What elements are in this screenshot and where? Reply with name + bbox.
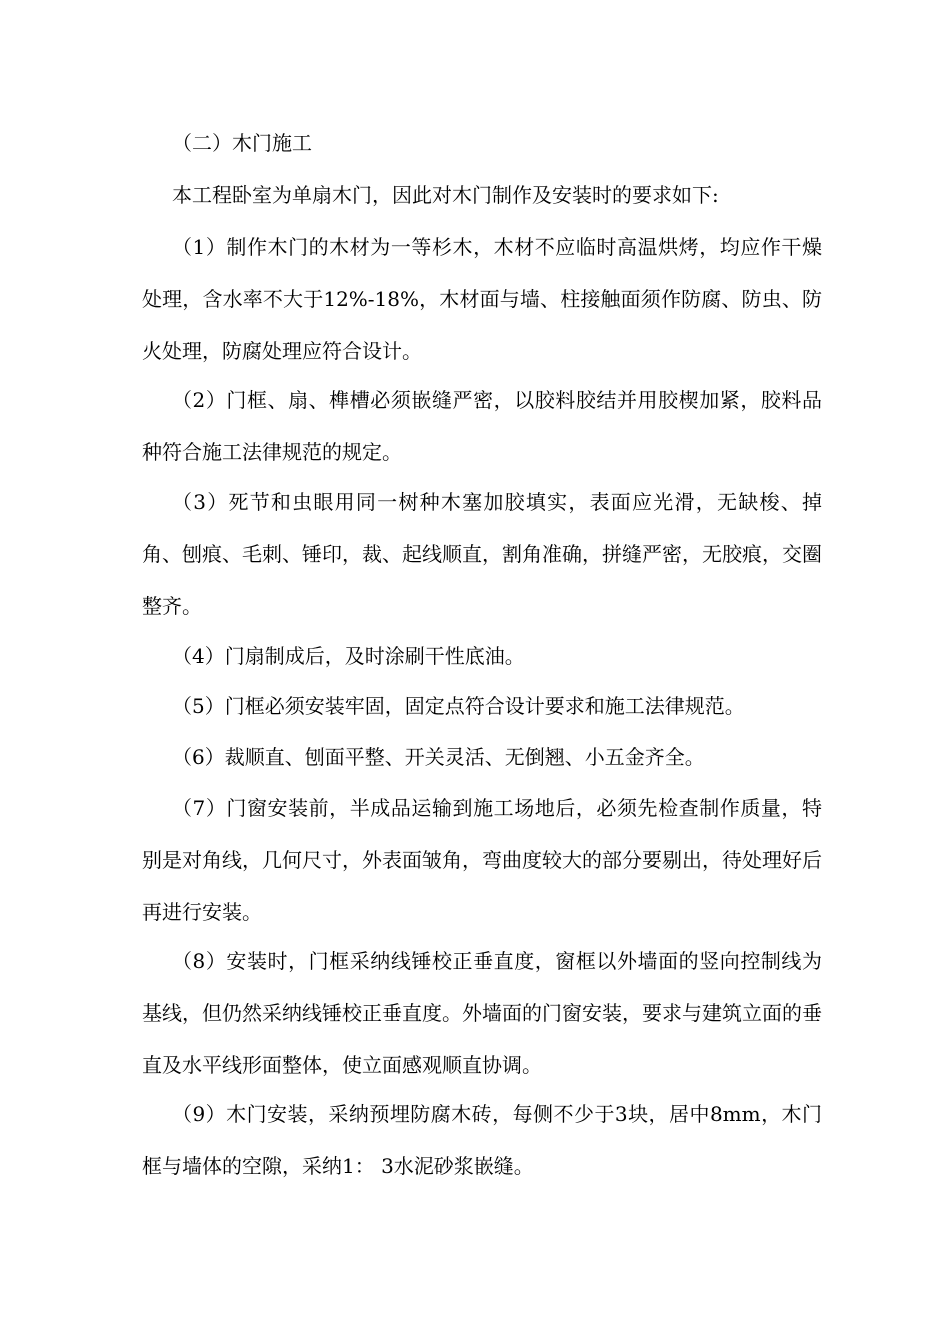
requirement-item-7: （7）门窗安装前，半成品运输到施工场地后，必须先检查制作质量，特别是对角线，几何尺寸，外表面皱角，弯曲度较大的部分要剔出，待处理好后再进行安装。 <box>142 796 822 924</box>
requirement-item-3: （3）死节和虫眼用同一树种木塞加胶填实，表面应光滑，无缺梭、掉角、刨痕、毛刺、锤印，裁、起线顺直，割角准确，拼缝严密，无胶痕，交圈整齐。 <box>142 490 822 618</box>
requirement-item-4: （4）门扇制成后，及时涂刷干性底油。 <box>172 644 525 668</box>
requirement-item-9: （9）木门安装，采纳预埋防腐木砖，每侧不少于3块，居中8mm，木门框与墙体的空隙，采纳1： 3水泥砂浆嵌缝。 <box>142 1102 822 1178</box>
requirement-item-2: （2）门框、扇、榫槽必须嵌缝严密，以胶料胶结并用胶楔加紧，胶料品种符合施工法律规范的规定。 <box>142 388 822 464</box>
requirement-item-8: （8）安装时，门框采纳线锤校正垂直度，窗框以外墙面的竖向控制线为基线，但仍然采纳线锤校正垂直度。外墙面的门窗安装，要求与建筑立面的垂直及水平线形面整体，使立面感观顺直协调。 <box>142 949 822 1077</box>
requirement-item-1: （1）制作木门的木材为一等杉木，木材不应临时高温烘烤，均应作干燥处理，含水率不大于12%-18%，木材面与墙、柱接触面须作防腐、防虫、防火处理，防腐处理应符合设计。 <box>142 235 822 363</box>
requirement-item-6: （6）裁顺直、刨面平整、开关灵活、无倒翘、小五金齐全。 <box>172 745 705 769</box>
intro-paragraph: 本工程卧室为单扇木门，因此对木门制作及安装时的要求如下: <box>172 183 719 207</box>
requirement-item-5: （5）门框必须安装牢固，固定点符合设计要求和施工法律规范。 <box>172 694 745 718</box>
section-heading: （二）木门施工 <box>172 131 312 155</box>
